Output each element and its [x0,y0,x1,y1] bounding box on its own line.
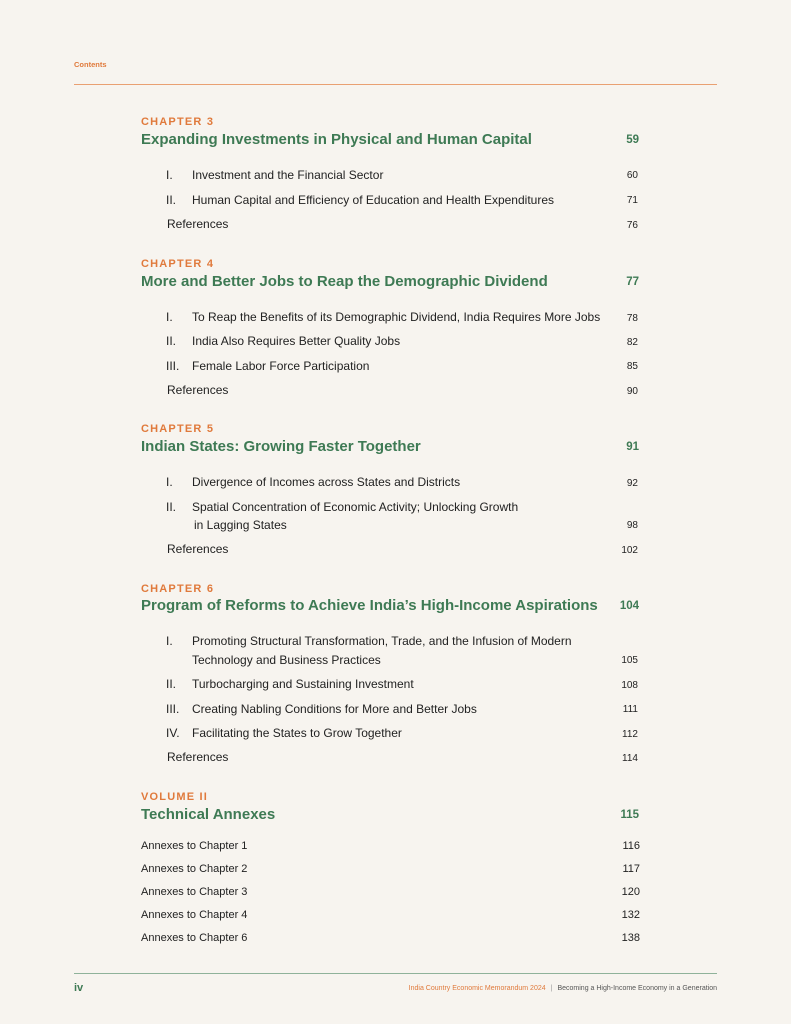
section-number: IV. [166,726,180,740]
section-page: 71 [626,195,638,206]
references-link[interactable]: References [167,383,229,397]
footer-page-number: iv [74,982,84,994]
section-number: III. [166,702,180,716]
annex-page: 117 [622,863,640,875]
section-title[interactable]: Promoting Structural Transformation, Trade, and the Infusion of Modern [192,634,572,648]
section-title[interactable]: Turbocharging and Sustaining Investment [192,677,414,691]
chapter-3-label: CHAPTER 3 [141,116,215,128]
annex-page: 138 [621,932,640,944]
section-number: II. [166,193,177,207]
footer-separator: | [550,985,553,992]
section-title[interactable]: Female Labor Force Participation [192,359,370,373]
references-page: 90 [626,386,638,397]
section-number: I. [166,310,173,324]
chapter-5-page: 91 [626,441,639,453]
annex-entry[interactable]: Annexes to Chapter 4 [141,909,248,921]
chapter-3-title[interactable]: Expanding Investments in Physical and Human Capital [141,131,532,148]
annex-page: 132 [621,909,640,921]
references-page: 114 [622,753,638,764]
section-page: 112 [622,729,638,740]
section-page: 82 [626,337,638,348]
chapter-4-page: 77 [626,276,639,288]
references-page: 102 [621,545,638,556]
running-header: Contents [74,60,107,69]
annex-entry[interactable]: Annexes to Chapter 3 [141,886,248,898]
volume-label: VOLUME II [141,791,209,803]
section-title-continued[interactable]: Technology and Business Practices [192,653,381,667]
annex-entry[interactable]: Annexes to Chapter 6 [141,932,248,944]
footer-publication: India Country Economic Memorandum 2024 [408,985,546,992]
chapter-4-title[interactable]: More and Better Jobs to Reap the Demographic Dividend [141,273,548,290]
section-page: 98 [626,520,638,531]
section-number: II. [166,334,177,348]
chapter-6-page: 104 [619,600,639,612]
section-page: 111 [622,704,638,715]
chapter-4-label: CHAPTER 4 [141,258,215,270]
references-link[interactable]: References [167,750,229,764]
references-link[interactable]: References [167,542,229,556]
section-number: III. [166,359,180,373]
section-title-continued[interactable]: in Lagging States [194,518,287,532]
references-link[interactable]: References [167,217,229,231]
section-number: II. [166,500,177,514]
chapter-3-page: 59 [626,134,639,146]
section-title[interactable]: To Reap the Benefits of its Demographic Dividend, India Requires More Jobs [192,310,601,324]
section-title[interactable]: Divergence of Incomes across States and Districts [192,475,461,489]
chapter-6-label: CHAPTER 6 [141,583,215,595]
section-title[interactable]: Human Capital and Efficiency of Education and Health Expenditures [192,193,554,207]
section-title[interactable]: Creating Nabling Conditions for More and Better Jobs [192,702,477,716]
section-number: I. [166,168,173,182]
annex-page: 116 [622,840,640,852]
section-page: 108 [621,680,638,691]
annex-entry[interactable]: Annexes to Chapter 2 [141,863,248,875]
section-title[interactable]: Investment and the Financial Sector [192,168,384,182]
chapter-5-title[interactable]: Indian States: Growing Faster Together [141,438,421,455]
footer-divider [74,973,717,974]
header-divider [74,84,717,85]
footer-subtitle: Becoming a High-Income Economy in a Generation [557,985,717,992]
section-page: 78 [626,313,638,324]
section-title[interactable]: Facilitating the States to Grow Together [192,726,402,740]
section-number: I. [166,634,173,648]
section-page: 105 [621,655,638,666]
section-number: II. [166,677,177,691]
section-number: I. [166,475,173,489]
section-title[interactable]: Spatial Concentration of Economic Activity; Unlocking Growth [192,500,519,514]
volume-title[interactable]: Technical Annexes [141,806,276,823]
annex-page: 120 [621,886,640,898]
annex-entry[interactable]: Annexes to Chapter 1 [141,840,248,852]
chapter-5-label: CHAPTER 5 [141,423,215,435]
chapter-6-title[interactable]: Program of Reforms to Achieve India’s High-Income Aspirations [141,597,598,614]
section-title[interactable]: India Also Requires Better Quality Jobs [192,334,401,348]
footer-running-title [409,985,717,992]
volume-page: 115 [620,809,639,821]
section-page: 85 [626,361,638,372]
section-page: 92 [626,478,638,489]
section-page: 60 [626,170,638,181]
references-page: 76 [626,220,638,231]
